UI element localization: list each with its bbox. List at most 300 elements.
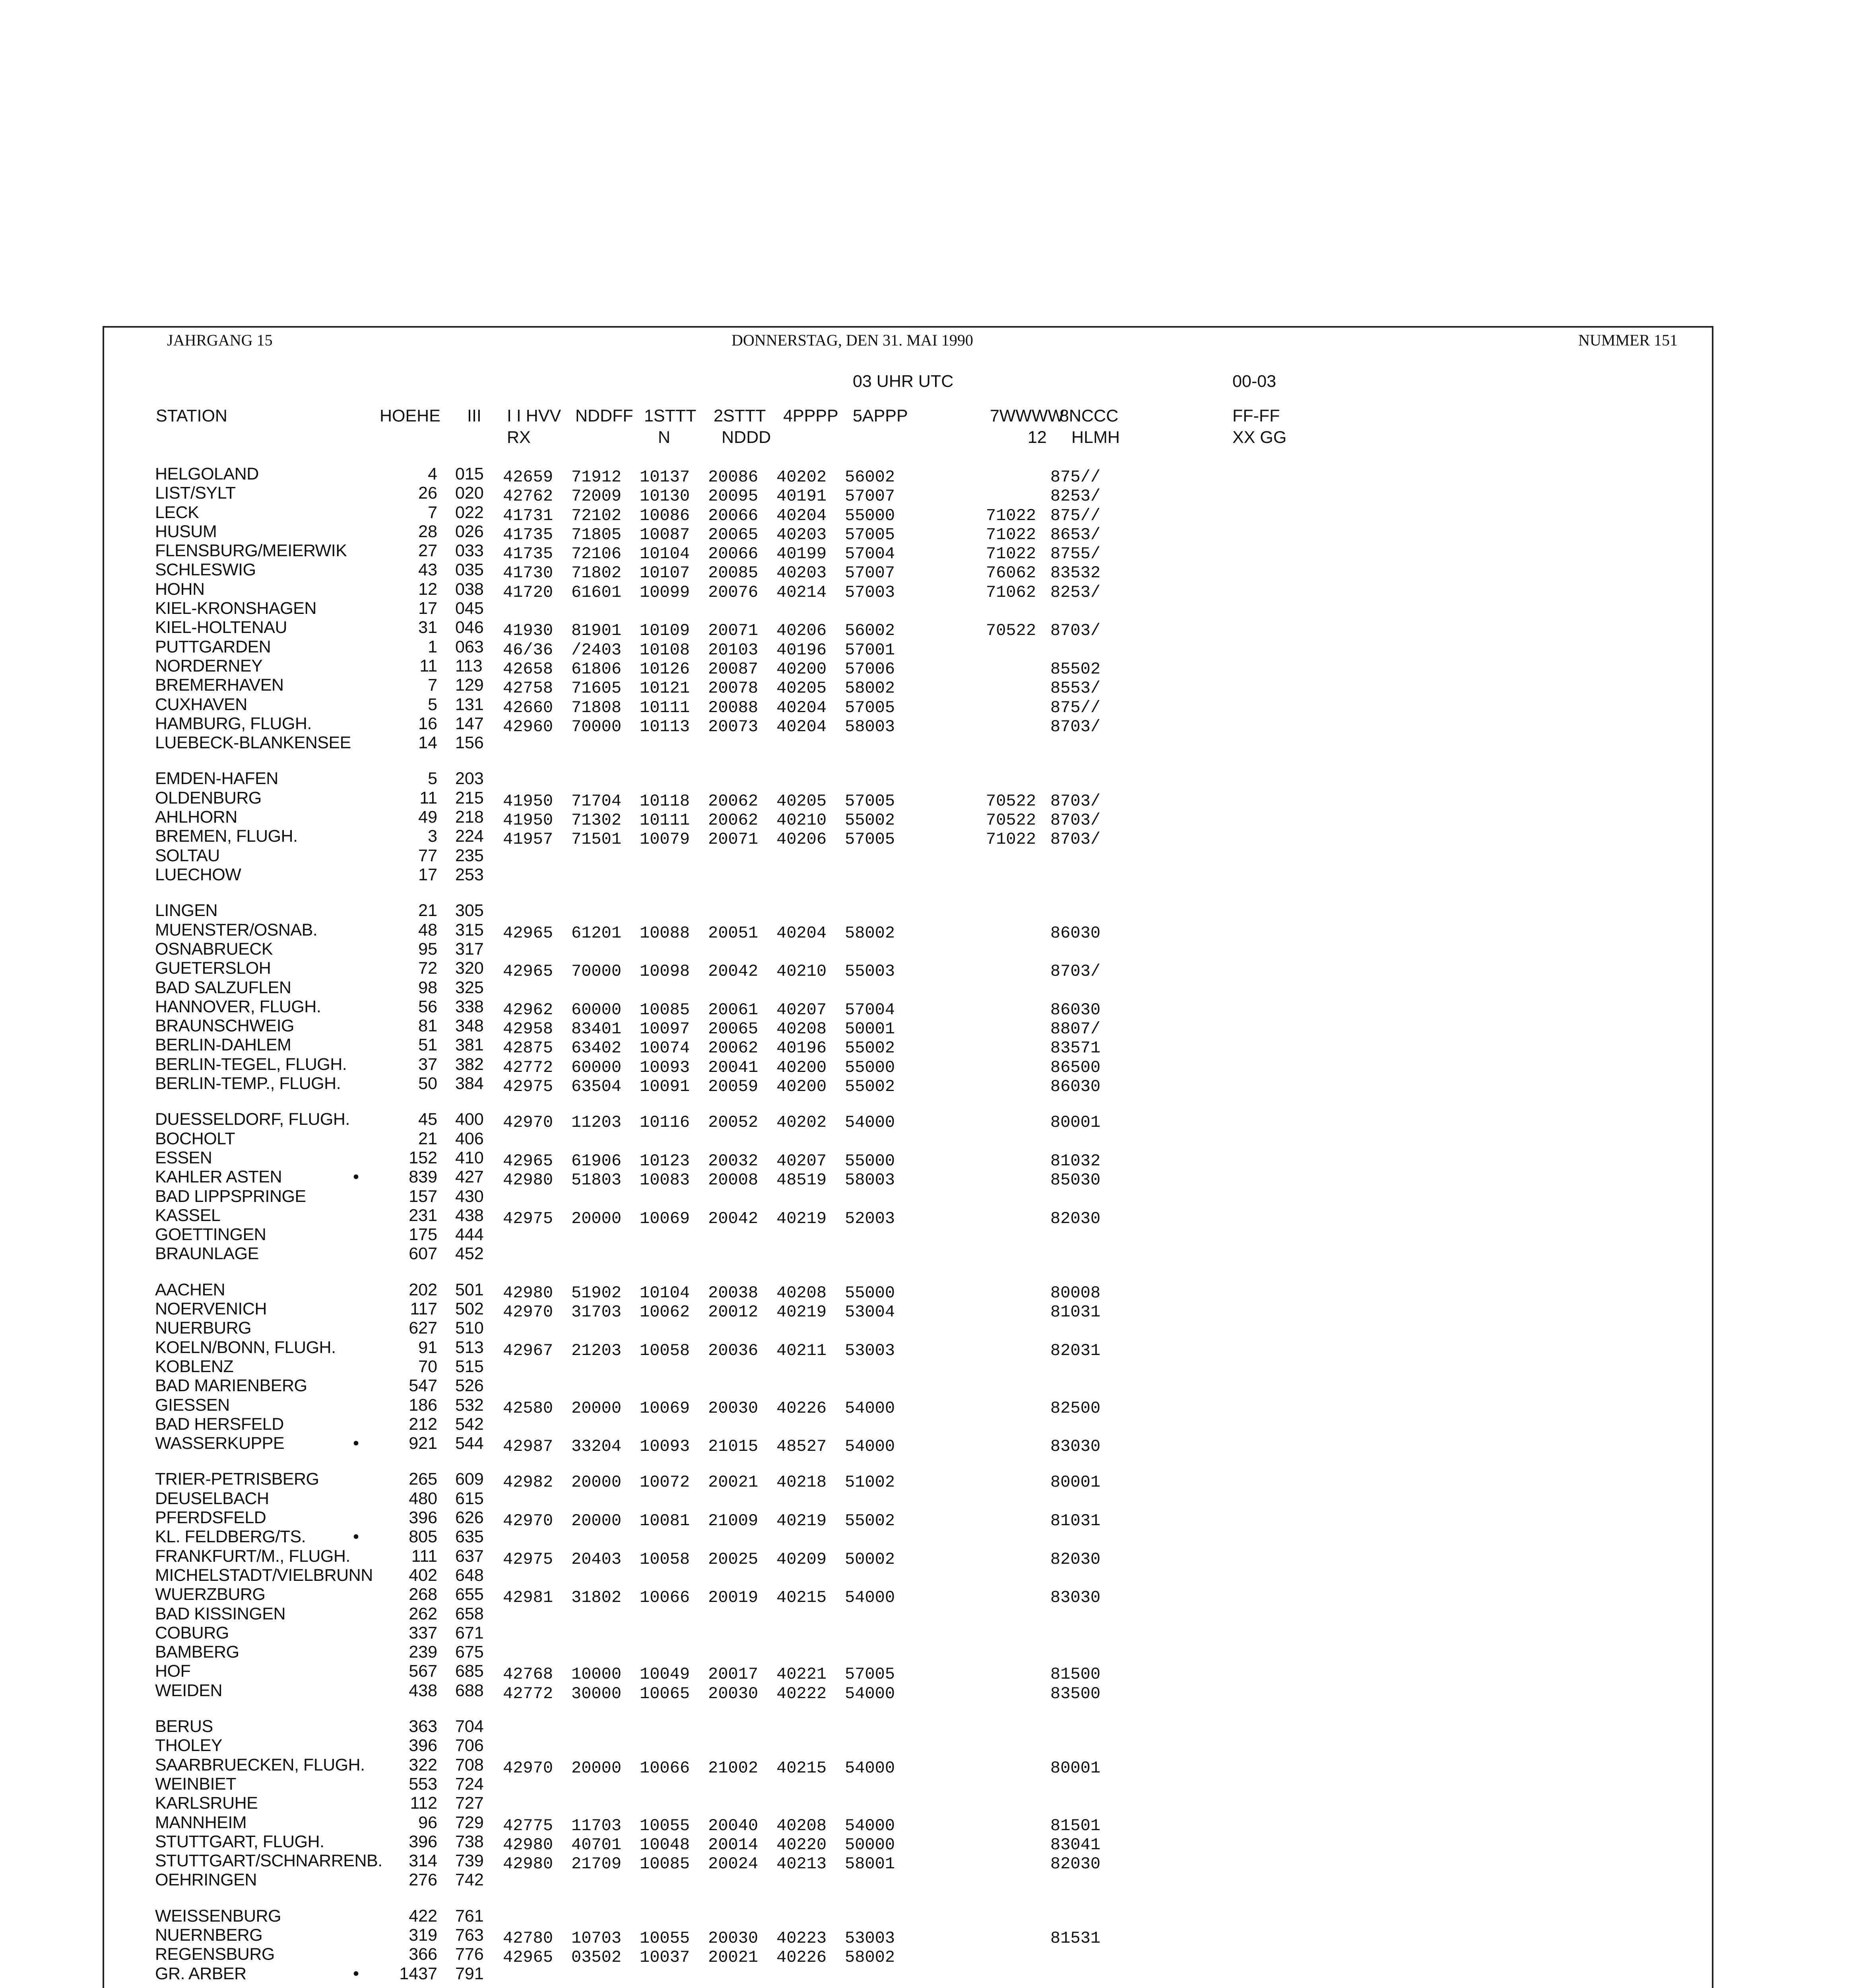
synop-group-7: 82031 — [1050, 1341, 1101, 1360]
station-index: 501 — [455, 1280, 484, 1299]
station-height: 98 — [418, 978, 437, 997]
synop-group-7: 875// — [1050, 506, 1101, 525]
station-index: 381 — [455, 1035, 484, 1054]
synop-group-2: 10065 — [640, 1684, 690, 1703]
mountain-station-marker: • — [353, 1527, 359, 1546]
station-name: DEUSELBACH — [155, 1489, 269, 1508]
station-height: 231 — [409, 1206, 437, 1225]
synop-group-1: 20000 — [571, 1511, 622, 1530]
station-name: FRANKFURT/M., FLUGH. — [155, 1547, 350, 1566]
synop-group-1: 11203 — [571, 1113, 622, 1132]
synop-group-0: 41950 — [503, 811, 553, 830]
station-name: ESSEN — [155, 1148, 212, 1167]
station-height: 26 — [418, 483, 437, 503]
station-name: CUXHAVEN — [155, 695, 247, 714]
synop-group-2: 10074 — [640, 1039, 690, 1058]
synop-group-2: 10093 — [640, 1437, 690, 1456]
station-name: BAD KISSINGEN — [155, 1604, 286, 1623]
synop-group-4: 40203 — [776, 525, 827, 544]
station-index: 704 — [455, 1717, 484, 1736]
synop-group-7: 80001 — [1050, 1113, 1101, 1132]
synop-group-4: 40207 — [776, 1151, 827, 1171]
station-name: KOELN/BONN, FLUGH. — [155, 1338, 336, 1357]
station-index: 320 — [455, 959, 484, 978]
station-height: 51 — [418, 1035, 437, 1054]
synop-group-3: 20021 — [708, 1948, 759, 1967]
station-index: 615 — [455, 1489, 484, 1508]
station-index: 444 — [455, 1225, 484, 1244]
station-name: KAHLER ASTEN — [155, 1167, 282, 1186]
synop-group-5: 57005 — [845, 525, 895, 544]
synop-group-7: 8703/ — [1050, 962, 1101, 981]
g1-col-header: 1STTT — [644, 406, 697, 425]
synop-group-1: 10703 — [571, 1929, 622, 1948]
station-name: DUESSELDORF, FLUGH. — [155, 1110, 350, 1129]
synop-group-4: 40203 — [776, 563, 827, 582]
synop-group-1: 71501 — [571, 830, 622, 849]
synop-group-0: 41720 — [503, 583, 553, 602]
synop-group-7: 81500 — [1050, 1665, 1101, 1684]
station-index: 430 — [455, 1187, 484, 1206]
synop-group-1: 71605 — [571, 679, 622, 698]
station-name: BAMBERG — [155, 1642, 239, 1662]
synop-group-0: 42962 — [503, 1000, 553, 1019]
synop-group-1: 10000 — [571, 1665, 622, 1684]
station-height: 157 — [409, 1187, 437, 1206]
mountain-station-marker: • — [353, 1434, 359, 1453]
synop-group-5: 50001 — [845, 1019, 895, 1039]
synop-group-7: 83041 — [1050, 1835, 1101, 1854]
synop-group-5: 55002 — [845, 811, 895, 830]
station-index: 038 — [455, 580, 484, 599]
synop-group-1: 71302 — [571, 811, 622, 830]
synop-group-7: 81032 — [1050, 1151, 1101, 1171]
synop-group-5: 53003 — [845, 1929, 895, 1948]
synop-group-0: 42980 — [503, 1854, 553, 1873]
station-name: MANNHEIM — [155, 1813, 247, 1832]
synop-group-3: 20062 — [708, 811, 759, 830]
station-name: HAMBURG, FLUGH. — [155, 714, 312, 733]
synop-group-3: 20085 — [708, 563, 759, 582]
station-name: AACHEN — [155, 1280, 225, 1299]
synop-group-5: 52003 — [845, 1209, 895, 1228]
synop-group-0: 42987 — [503, 1437, 553, 1456]
synop-group-1: 70000 — [571, 717, 622, 736]
synop-group-7: 85502 — [1050, 660, 1101, 679]
station-name: THOLEY — [155, 1736, 223, 1755]
station-index: 675 — [455, 1642, 484, 1662]
station-height: 1437 — [399, 1964, 437, 1983]
station-name: WUERZBURG — [155, 1585, 266, 1604]
synop-group-3: 20065 — [708, 525, 759, 544]
synop-group-7: 86030 — [1050, 924, 1101, 943]
station-height: 31 — [418, 618, 437, 637]
synop-group-0: 41730 — [503, 563, 553, 582]
synop-group-3: 20021 — [708, 1473, 759, 1492]
station-height: 567 — [409, 1662, 437, 1681]
nddff-col-header: NDDFF — [575, 406, 633, 425]
synop-group-1: 60000 — [571, 1000, 622, 1019]
station-height: 45 — [418, 1110, 437, 1129]
station-name: LUECHOW — [155, 865, 241, 884]
synop-group-1: 61201 — [571, 924, 622, 943]
synop-group-7: 875// — [1050, 698, 1101, 717]
station-index: 215 — [455, 788, 484, 808]
synop-group-4: 40206 — [776, 621, 827, 640]
station-index: 738 — [455, 1832, 484, 1851]
synop-group-3: 21009 — [708, 1511, 759, 1530]
station-col-header: STATION — [156, 406, 227, 425]
g5-col-header: 5APPP — [853, 406, 908, 425]
synop-group-4: 40208 — [776, 1816, 827, 1835]
synop-group-5: 54000 — [845, 1113, 895, 1132]
synop-group-5: 58003 — [845, 1171, 895, 1190]
station-name: BRAUNSCHWEIG — [155, 1016, 294, 1035]
g8-col-subheader: HLMH — [1071, 428, 1120, 447]
mountain-station-marker: • — [353, 1964, 359, 1983]
synop-group-0: 42758 — [503, 679, 553, 698]
station-height: 547 — [409, 1376, 437, 1395]
station-name: WEIDEN — [155, 1681, 222, 1700]
synop-group-4: 40204 — [776, 506, 827, 525]
synop-group-0: 42960 — [503, 717, 553, 736]
station-index: 688 — [455, 1681, 484, 1700]
synop-group-6: 70522 — [986, 621, 1036, 640]
synop-group-4: 40191 — [776, 487, 827, 506]
synop-group-1: 20000 — [571, 1473, 622, 1492]
synop-group-4: 40202 — [776, 1113, 827, 1132]
synop-group-0: 42975 — [503, 1209, 553, 1228]
station-height: 402 — [409, 1566, 437, 1585]
synop-group-4: 40211 — [776, 1341, 827, 1360]
station-name: SAARBRUECKEN, FLUGH. — [155, 1755, 365, 1774]
station-index: 438 — [455, 1206, 484, 1225]
synop-group-5: 57001 — [845, 641, 895, 660]
page-frame — [103, 326, 1713, 1988]
station-name: NUERBURG — [155, 1318, 252, 1338]
synop-group-2: 10099 — [640, 583, 690, 602]
synop-group-1: 20000 — [571, 1209, 622, 1228]
synop-group-3: 20059 — [708, 1077, 759, 1096]
synop-group-7: 83571 — [1050, 1039, 1101, 1058]
synop-group-1: 21203 — [571, 1341, 622, 1360]
synop-group-3: 20071 — [708, 621, 759, 640]
station-height: 265 — [409, 1470, 437, 1489]
station-height: 81 — [418, 1016, 437, 1035]
station-index: 406 — [455, 1129, 484, 1148]
station-index: 502 — [455, 1299, 484, 1318]
synop-group-7: 8703/ — [1050, 621, 1101, 640]
synop-group-0: 42981 — [503, 1588, 553, 1607]
synop-group-4: 40220 — [776, 1835, 827, 1854]
synop-group-4: 40219 — [776, 1209, 827, 1228]
station-height: 4 — [428, 464, 437, 483]
station-name: AHLHORN — [155, 808, 237, 827]
synop-group-3: 20038 — [708, 1283, 759, 1303]
station-name: KIEL-HOLTENAU — [155, 618, 287, 637]
synop-group-3: 20042 — [708, 962, 759, 981]
synop-group-4: 48519 — [776, 1171, 827, 1190]
station-height: 95 — [418, 940, 437, 959]
synop-group-0: 42965 — [503, 924, 553, 943]
synop-group-5: 57005 — [845, 830, 895, 849]
synop-group-1: 83401 — [571, 1019, 622, 1039]
station-height: 56 — [418, 997, 437, 1016]
station-index: 609 — [455, 1470, 484, 1489]
synop-group-6: 71022 — [986, 506, 1036, 525]
synop-group-0: 42980 — [503, 1171, 553, 1190]
synop-group-1: 20403 — [571, 1550, 622, 1569]
synop-group-0: 42772 — [503, 1684, 553, 1703]
synop-group-2: 10062 — [640, 1303, 690, 1322]
station-name: BAD LIPPSPRINGE — [155, 1187, 306, 1206]
station-height: 5 — [428, 695, 437, 714]
synop-group-5: 55003 — [845, 962, 895, 981]
synop-group-4: 40200 — [776, 660, 827, 679]
synop-group-1: 61906 — [571, 1151, 622, 1171]
station-index: 510 — [455, 1318, 484, 1338]
synop-group-2: 10086 — [640, 506, 690, 525]
station-name: BRAUNLAGE — [155, 1244, 259, 1263]
station-height: 607 — [409, 1244, 437, 1263]
synop-group-1: 20000 — [571, 1759, 622, 1778]
synop-group-4: 40208 — [776, 1283, 827, 1303]
station-index: 648 — [455, 1566, 484, 1585]
time-main-header: 03 UHR UTC — [853, 372, 954, 391]
iihvv-col-header: I I HVV — [507, 406, 561, 425]
g7-col-subheader: 12 — [1028, 428, 1047, 447]
station-index: 626 — [455, 1508, 484, 1527]
station-height: 314 — [409, 1851, 437, 1870]
station-name: STUTTGART/SCHNARRENB. — [155, 1851, 382, 1870]
synop-group-3: 20062 — [708, 1039, 759, 1058]
synop-group-3: 20036 — [708, 1341, 759, 1360]
station-height: 28 — [418, 522, 437, 541]
synop-group-5: 55002 — [845, 1511, 895, 1530]
station-name: KARLSRUHE — [155, 1794, 258, 1813]
synop-group-7: 86500 — [1050, 1058, 1101, 1077]
synop-group-4: 40196 — [776, 1039, 827, 1058]
synop-group-0: 42875 — [503, 1039, 553, 1058]
synop-group-2: 10081 — [640, 1511, 690, 1530]
station-name: NUERNBERG — [155, 1926, 263, 1945]
synop-group-5: 54000 — [845, 1759, 895, 1778]
station-height: 5 — [428, 769, 437, 788]
synop-group-5: 57004 — [845, 1000, 895, 1019]
synop-group-0: 42970 — [503, 1759, 553, 1778]
station-height: 839 — [409, 1167, 437, 1186]
station-name: KOBLENZ — [155, 1357, 234, 1376]
synop-group-2: 10072 — [640, 1473, 690, 1492]
station-index: 131 — [455, 695, 484, 714]
synop-group-3: 20008 — [708, 1171, 759, 1190]
synop-group-7: 875// — [1050, 468, 1101, 487]
synop-group-3: 20066 — [708, 544, 759, 563]
synop-group-2: 10055 — [640, 1929, 690, 1948]
synop-group-2: 10079 — [640, 830, 690, 849]
station-height: 480 — [409, 1489, 437, 1508]
synop-group-3: 20030 — [708, 1399, 759, 1418]
synop-group-2: 10104 — [640, 1283, 690, 1303]
synop-group-7: 83532 — [1050, 563, 1101, 582]
station-height: 17 — [418, 865, 437, 884]
synop-group-5: 54000 — [845, 1399, 895, 1418]
station-height: 396 — [409, 1832, 437, 1851]
synop-group-5: 57005 — [845, 1665, 895, 1684]
synop-group-7: 86030 — [1050, 1000, 1101, 1019]
station-index: 761 — [455, 1906, 484, 1926]
synop-group-4: 40219 — [776, 1303, 827, 1322]
synop-group-5: 58003 — [845, 717, 895, 736]
synop-group-5: 57003 — [845, 583, 895, 602]
synop-group-1: 21709 — [571, 1854, 622, 1873]
synop-group-5: 57005 — [845, 792, 895, 811]
synop-group-1: 71805 — [571, 525, 622, 544]
station-index: 026 — [455, 522, 484, 541]
station-height: 3 — [428, 827, 437, 846]
station-index: 513 — [455, 1338, 484, 1357]
synop-group-4: 40218 — [776, 1473, 827, 1492]
synop-group-4: 40199 — [776, 544, 827, 563]
synop-group-3: 20078 — [708, 679, 759, 698]
station-name: NOERVENICH — [155, 1299, 267, 1318]
station-index: 729 — [455, 1813, 484, 1832]
station-index: 253 — [455, 865, 484, 884]
synop-group-0: 42980 — [503, 1283, 553, 1303]
synop-group-7: 85030 — [1050, 1171, 1101, 1190]
synop-group-1: 40701 — [571, 1835, 622, 1854]
station-height: 70 — [418, 1357, 437, 1376]
station-index: 655 — [455, 1585, 484, 1604]
g8-col-header: 8NCCC — [1059, 406, 1119, 425]
synop-group-0: 42965 — [503, 962, 553, 981]
synop-group-2: 10058 — [640, 1341, 690, 1360]
synop-group-5: 53004 — [845, 1303, 895, 1322]
synop-group-0: 42967 — [503, 1341, 553, 1360]
synop-group-6: 71022 — [986, 830, 1036, 849]
station-height: 77 — [418, 846, 437, 865]
synop-group-5: 58002 — [845, 679, 895, 698]
synop-group-7: 83030 — [1050, 1588, 1101, 1607]
station-name: REGENSBURG — [155, 1945, 275, 1964]
synop-group-4: 40207 — [776, 1000, 827, 1019]
synop-group-4: 40210 — [776, 962, 827, 981]
synop-group-7: 81031 — [1050, 1511, 1101, 1530]
station-name: COBURG — [155, 1623, 229, 1642]
station-index: 410 — [455, 1148, 484, 1167]
station-name: KASSEL — [155, 1206, 221, 1225]
synop-group-3: 21002 — [708, 1759, 759, 1778]
synop-group-1: 72106 — [571, 544, 622, 563]
synop-group-4: 40226 — [776, 1399, 827, 1418]
station-index: 147 — [455, 714, 484, 733]
synop-group-0: 42762 — [503, 487, 553, 506]
station-index: 203 — [455, 769, 484, 788]
station-name: KL. FELDBERG/TS. — [155, 1527, 306, 1546]
synop-group-3: 20040 — [708, 1816, 759, 1835]
station-index: 033 — [455, 541, 484, 560]
synop-group-0: 42660 — [503, 698, 553, 717]
synop-group-1: 30000 — [571, 1684, 622, 1703]
station-name: GIESSEN — [155, 1396, 230, 1415]
station-name: GUETERSLOH — [155, 959, 271, 978]
synop-group-4: 40204 — [776, 717, 827, 736]
station-name: HANNOVER, FLUGH. — [155, 997, 321, 1016]
station-height: 72 — [418, 959, 437, 978]
synop-group-5: 57006 — [845, 660, 895, 679]
synop-group-1: 11703 — [571, 1816, 622, 1835]
synop-group-1: 71912 — [571, 468, 622, 487]
synop-group-3: 20041 — [708, 1058, 759, 1077]
station-name: LINGEN — [155, 901, 218, 920]
station-name: LIST/SYLT — [155, 483, 236, 503]
station-height: 627 — [409, 1318, 437, 1338]
station-name: BERUS — [155, 1717, 213, 1736]
synop-group-7: 8807/ — [1050, 1019, 1101, 1039]
g1-col-subheader: N — [658, 428, 671, 447]
synop-group-0: 42965 — [503, 1151, 553, 1171]
synop-group-0: 42980 — [503, 1835, 553, 1854]
station-name: BERLIN-TEGEL, FLUGH. — [155, 1055, 347, 1074]
station-name: OEHRINGEN — [155, 1870, 257, 1889]
synop-group-2: 10137 — [640, 468, 690, 487]
synop-group-4: 40213 — [776, 1854, 827, 1873]
station-height: 396 — [409, 1508, 437, 1527]
synop-group-7: 82500 — [1050, 1399, 1101, 1418]
synop-group-2: 10037 — [640, 1948, 690, 1967]
station-index: 739 — [455, 1851, 484, 1870]
synop-group-4: 40226 — [776, 1948, 827, 1967]
synop-group-2: 10116 — [640, 1113, 690, 1132]
synop-group-2: 10055 — [640, 1816, 690, 1835]
synop-group-3: 20032 — [708, 1151, 759, 1171]
synop-group-7: 81531 — [1050, 1929, 1101, 1948]
station-index: 224 — [455, 827, 484, 846]
station-index: 532 — [455, 1396, 484, 1415]
synop-group-2: 10066 — [640, 1588, 690, 1607]
synop-group-6: 71062 — [986, 583, 1036, 602]
station-name: HELGOLAND — [155, 464, 259, 483]
synop-group-3: 20024 — [708, 1854, 759, 1873]
synop-group-5: 57007 — [845, 563, 895, 582]
station-height: 396 — [409, 1736, 437, 1755]
station-height: 239 — [409, 1642, 437, 1662]
synop-group-3: 20030 — [708, 1929, 759, 1948]
synop-group-5: 57004 — [845, 544, 895, 563]
synop-group-3: 20051 — [708, 924, 759, 943]
g2-col-subheader: NDDD — [722, 428, 771, 447]
station-height: 11 — [419, 656, 437, 676]
station-index: 637 — [455, 1547, 484, 1566]
station-index: 542 — [455, 1415, 484, 1434]
synop-group-0: 42975 — [503, 1550, 553, 1569]
synop-group-0: 41930 — [503, 621, 553, 640]
synop-group-5: 57007 — [845, 487, 895, 506]
station-height: 112 — [410, 1794, 437, 1813]
synop-group-0: 42958 — [503, 1019, 553, 1039]
station-height: 17 — [418, 599, 437, 618]
synop-group-3: 20073 — [708, 717, 759, 736]
station-height: 111 — [411, 1547, 437, 1566]
synop-group-5: 58002 — [845, 1948, 895, 1967]
synop-group-7: 82030 — [1050, 1854, 1101, 1873]
station-name: PFERDSFELD — [155, 1508, 266, 1527]
station-height: 276 — [409, 1870, 437, 1889]
station-height: 553 — [409, 1774, 437, 1794]
synop-group-5: 56002 — [845, 621, 895, 640]
synop-group-1: 71704 — [571, 792, 622, 811]
station-name: WASSERKUPPE — [155, 1434, 285, 1453]
